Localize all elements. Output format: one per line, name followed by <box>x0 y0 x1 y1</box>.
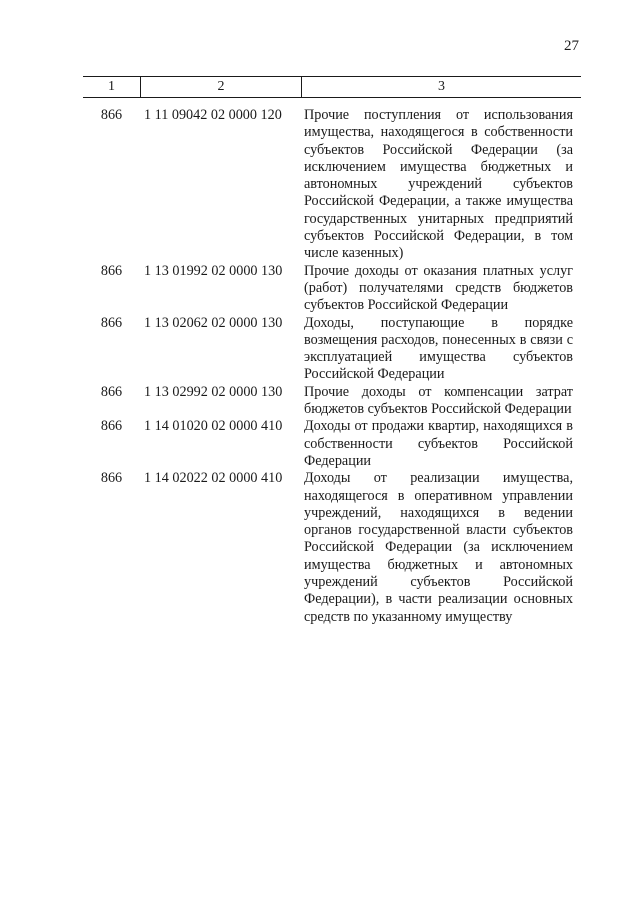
table-row <box>83 263 581 315</box>
kbk-code-cell: 1 13 02992 02 0000 130 <box>144 383 283 400</box>
table-header <box>83 76 581 98</box>
kbk-code-cell: 1 11 09042 02 0000 120 <box>144 107 282 123</box>
table-row <box>83 384 581 419</box>
header-col-2: 2 <box>217 79 225 94</box>
description-cell: Прочие доходы от компенсации затрат бюджетов субъектов Российской Федерации <box>304 383 573 418</box>
admin-code-cell: 866 <box>100 470 123 487</box>
table-row <box>83 418 581 470</box>
description-cell: Доходы от продажи квартир, находящихся в собственности субъектов Российской Федерации <box>304 418 573 469</box>
kbk-code-cell: 1 13 01992 02 0000 130 <box>144 262 283 279</box>
admin-code-cell: 866 <box>100 314 123 331</box>
table-row <box>83 315 581 384</box>
table-row <box>83 470 581 626</box>
kbk-code-cell: 1 14 02022 02 0000 410 <box>144 470 283 487</box>
table-row <box>83 107 581 263</box>
admin-code-cell: 866 <box>100 383 123 400</box>
description-cell: Прочие доходы от оказания платных услуг (работ) получателями средств бюджетов субъектов Российской Федерации <box>304 262 573 314</box>
description-cell: Прочие поступления от использования имущества, находящегося в собственности субъектов Российской Федерации (за исключением имущества бюджетных и автономных учреждений субъектов Российской Федерации, а также имущества государственных унитарных предприятий субъектов Российской Федерации, в том числе казенных) <box>304 107 573 262</box>
admin-code-cell: 866 <box>100 262 123 279</box>
page-number: 27 <box>564 38 579 54</box>
admin-code-cell: 866 <box>100 107 123 123</box>
description-cell: Доходы от реализации имущества, находящегося в оперативном управлении учреждений, находящихся в ведении органов государственной власти субъектов Российской Федерации (за исключением имущества бюджетных и автономных учреждений субъектов Российской Федерации), в части реализации основных средств по указанному имуществу <box>304 470 573 625</box>
kbk-code-cell: 1 14 01020 02 0000 410 <box>144 418 283 435</box>
description-cell: Доходы, поступающие в порядке возмещения расходов, понесенных в связи с эксплуатацией имущества субъектов Российской Федерации <box>304 314 573 383</box>
admin-code-cell: 866 <box>100 418 123 435</box>
header-col-1: 1 <box>108 79 115 94</box>
revenue-table-body <box>83 107 581 626</box>
header-col-3: 3 <box>438 79 445 94</box>
kbk-code-cell: 1 13 02062 02 0000 130 <box>144 314 283 331</box>
